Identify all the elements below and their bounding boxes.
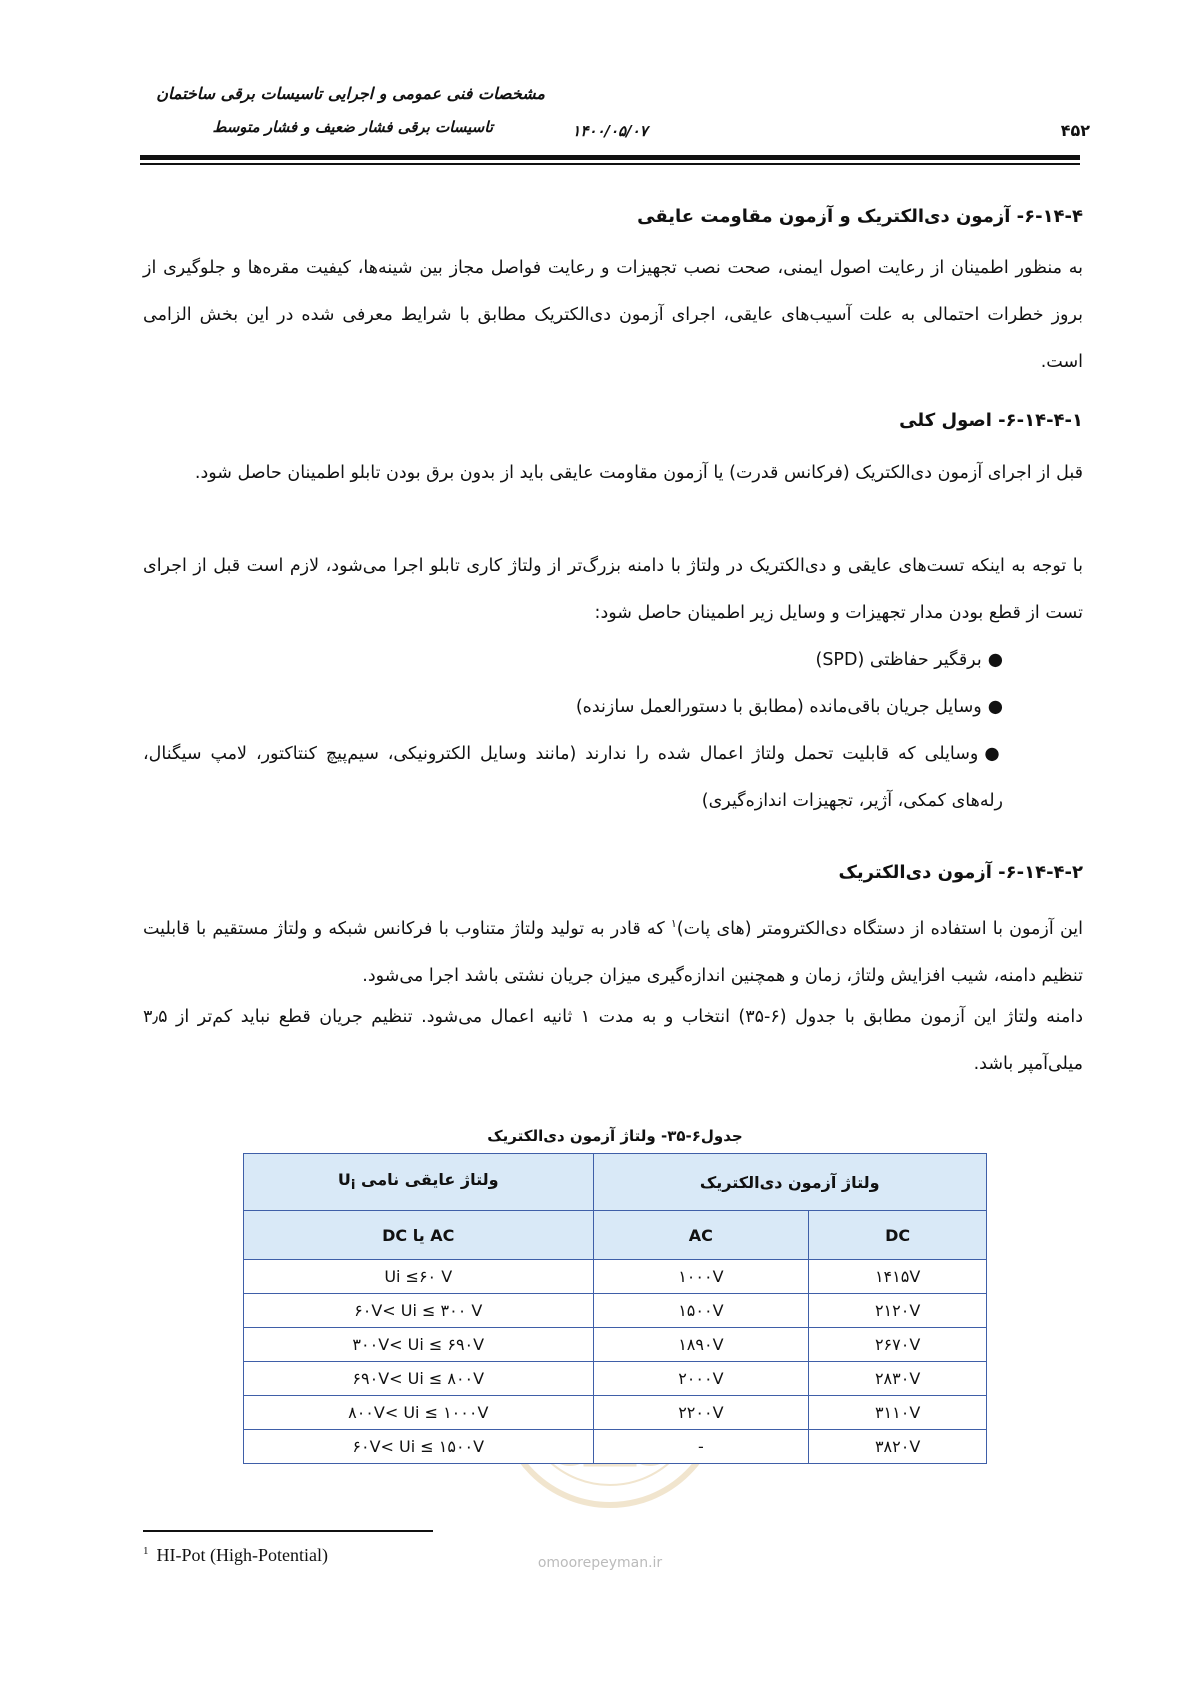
table-row [244, 1396, 987, 1430]
paragraph-disconnect-devices: با توجه به اینکه تست‌های عایقی و دی‌الکتریک در ولتاژ با دامنه بزرگ‌تر از ولتاژ کاری تابلو اجرا می‌شود، لازم است قبل از اجرای تست از قطع بودن مدار تجهیزات و وسایل زیر اطمینان حاصل شود: [143, 556, 1083, 623]
table-subheader-dc: DC [809, 1211, 987, 1260]
page-number: ۴۵۲ [1060, 121, 1090, 140]
table-row [244, 1430, 987, 1464]
header-rule-thick [140, 155, 1080, 160]
footnote-text: HI-Pot (High-Potential) [156, 1545, 328, 1565]
running-header-date: ۱۴۰۰/۰۵/۰۷ [572, 122, 648, 140]
bullet-item: ●برقگیر حفاظتی (SPD) [815, 650, 1003, 670]
bullet-icon: ● [984, 744, 1003, 764]
table-header-test-voltage: ولتاژ آزمون دی‌الکتریک [593, 1154, 987, 1211]
cell-dc: ۲۸۳۰V [809, 1362, 987, 1396]
cell-ac: ۱۰۰۰V [593, 1260, 809, 1294]
cell-ac: ۲۲۰۰V [593, 1396, 809, 1430]
cell-ui: ۸۰۰V< Ui ≤ ۱۰۰۰V [244, 1396, 594, 1430]
cell-ui: ۶۰V< Ui ≤ ۳۰۰ V [244, 1294, 594, 1328]
table-row [244, 1362, 987, 1396]
cell-dc: ۲۶۷۰V [809, 1328, 987, 1362]
running-header-title: مشخصات فنی عمومی و اجرایی تاسیسات برقی ساختمان [156, 84, 545, 103]
cell-dc: ۲۱۲۰V [809, 1294, 987, 1328]
section-heading-dielectric-insulation: ۶-۱۴-۴- آزمون دی‌الکتریک و آزمون مقاومت عایقی [637, 206, 1083, 227]
bullet-icon: ● [987, 697, 1003, 717]
cell-ui: ۶۹۰V< Ui ≤ ۸۰۰V [244, 1362, 594, 1396]
watermark-site-text: omoorepeyman.ir [537, 1555, 663, 1571]
cell-ui: Ui ≤۶۰ V [244, 1260, 594, 1294]
bullet-item: ●وسایلی که قابلیت تحمل ولتاژ اعمال شده را ندارند (مانند وسایل الکترونیکی، سیم‌پیچ کنتاکتور، لامپ سیگنال، رله‌های کمکی، آژیر، تجهیزات اندازه‌گیری) [143, 744, 1003, 811]
cell-ui: ۳۰۰V< Ui ≤ ۶۹۰V [244, 1328, 594, 1362]
paragraph-before-test: قبل از اجرای آزمون دی‌الکتریک (فرکانس قدرت) یا آزمون مقاومت عایقی باید از بدون برق بودن تابلو اطمینان حاصل شود. [194, 463, 1083, 483]
footnote-ref: ۱ [670, 917, 677, 930]
cell-ac: ۱۵۰۰V [593, 1294, 809, 1328]
footnote-rule [143, 1530, 433, 1532]
table-row [244, 1328, 987, 1362]
table-row [244, 1260, 987, 1294]
table-caption: جدول۶-۳۵- ولتاژ آزمون دی‌الکتریک [487, 1127, 743, 1145]
cell-ac: ۱۸۹۰V [593, 1328, 809, 1362]
section-heading-dielectric-test: ۶-۱۴-۴-۲- آزمون دی‌الکتریک [838, 862, 1083, 883]
cell-dc: ۱۴۱۵V [809, 1260, 987, 1294]
cell-ac: - [593, 1430, 809, 1464]
cell-ui: ۶۰V< Ui ≤ ۱۵۰۰V [244, 1430, 594, 1464]
header-rule-thin [140, 163, 1080, 165]
table-header-rated-insulation: ولتاژ عایقی نامی $U_i$ [244, 1154, 594, 1211]
bullet-item: ●وسایل جریان باقی‌مانده (مطابق با دستورالعمل سازنده) [575, 697, 1003, 717]
running-header-subtitle: تاسیسات برقی فشار ضعیف و فشار متوسط [212, 118, 493, 136]
paragraph-hipot-device: این آزمون با استفاده از دستگاه دی‌الکترومتر (های پات)$^۱$ که قادر به تولید ولتاژ متناوب با فرکانس شبکه و ولتاژ مستقیم با قابلیت تنظیم دامنه، شیب افزایش ولتاژ، زمان و همچنین اندازه‌گیری میزان جریان نشتی باشد اجرا می‌شود. [143, 917, 1083, 986]
table-subheader-ac: AC [593, 1211, 809, 1260]
table-row [244, 1294, 987, 1328]
bullet-icon: ● [987, 650, 1003, 670]
cell-dc: ۳۸۲۰V [809, 1430, 987, 1464]
section-paragraph-intro: به منظور اطمینان از رعایت اصول ایمنی، صحت نصب تجهیزات و رعایت فواصل مجاز بین شینه‌ها، کیفیت مقره‌ها و جلوگیری از بروز خطرات احتمالی به علت آسیب‌های عایقی، اجرای آزمون دی‌الکتریک مطابق با شرایط معرفی شده در این بخش الزامی است. [143, 258, 1083, 372]
footnote-marker: 1 [143, 1545, 149, 1557]
dielectric-voltage-table [243, 1153, 987, 1464]
cell-ac: ۲۰۰۰V [593, 1362, 809, 1396]
section-heading-general-principles: ۶-۱۴-۴-۱- اصول کلی [899, 410, 1083, 431]
footnote [143, 1545, 328, 1566]
paragraph-voltage-range: دامنه ولتاژ این آزمون مطابق با جدول (۶-۳۵) انتخاب و به مدت ۱ ثانیه اعمال می‌شود. تنظیم جریان قطع نباید کم‌تر از ۳٫۵ میلی‌آمپر باشد. [143, 1007, 1083, 1074]
cell-dc: ۳۱۱۰V [809, 1396, 987, 1430]
table-subheader-ac-or-dc: AC یا DC [244, 1211, 594, 1260]
